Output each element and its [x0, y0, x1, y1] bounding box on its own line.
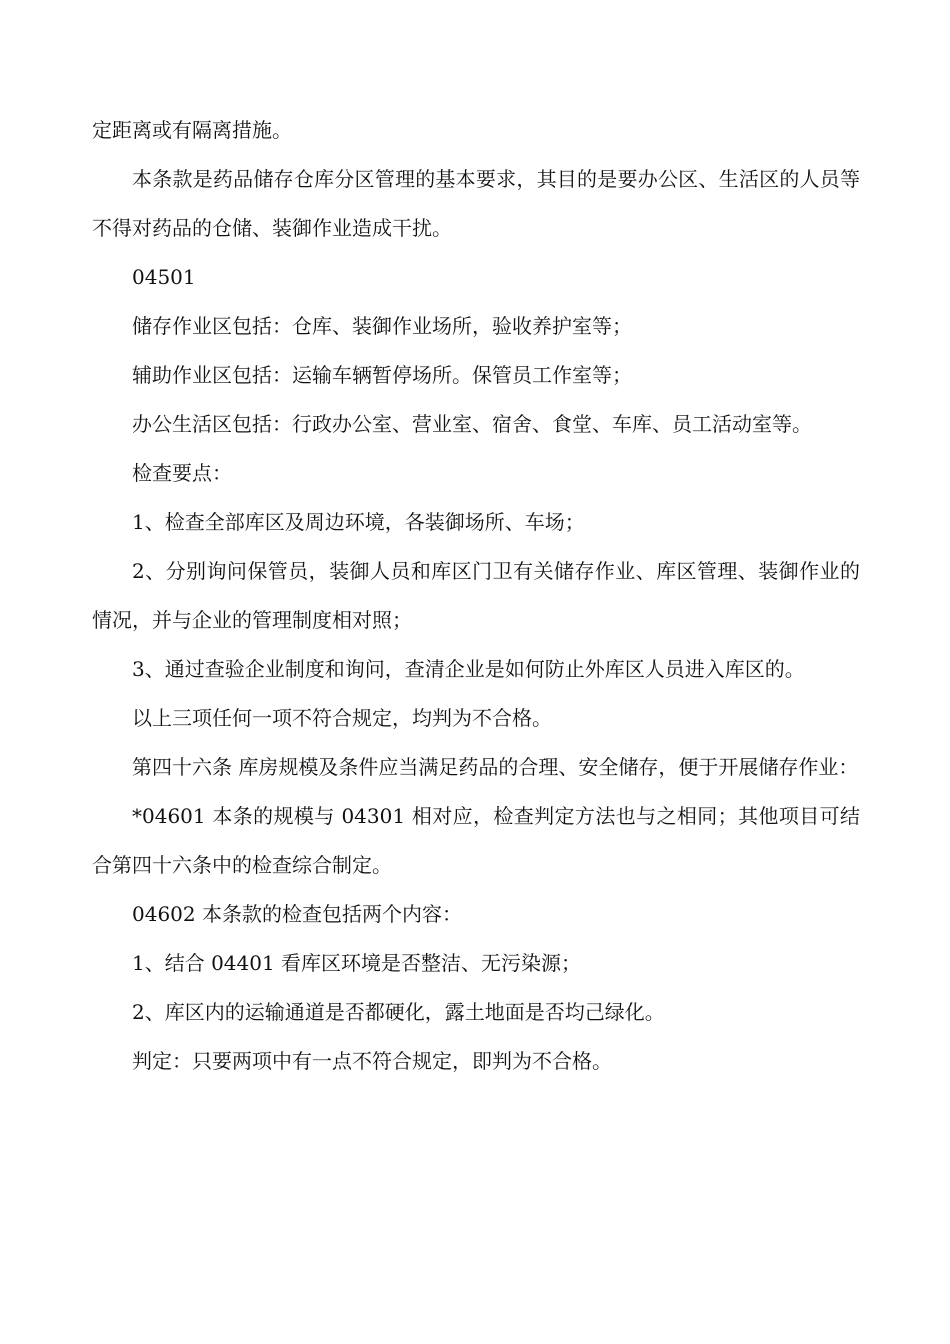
judgement-04501: 以上三项任何一项不符合规定，均判为不合格。 — [132, 706, 552, 730]
clause-04602-item-1: 1、结合 04401 看库区环境是否整洁、无污染源； — [132, 951, 582, 975]
inspection-point-1: 1、检查全部库区及周边环境，各装御场所、车场； — [132, 510, 585, 534]
paragraph-zoning-purpose: 本条款是药品储存仓库分区管理的基本要求，其目的是要办公区、生活区的人员等不得对药品的仓储、装御作业造成干扰。 — [92, 167, 860, 240]
inspection-points-heading: 检查要点： — [132, 461, 232, 485]
paragraph-auxiliary-area: 辅助作业区包括：运输车辆暂停场所。保管员工作室等； — [132, 363, 632, 387]
judgement-04602: 判定：只要两项中有一点不符合规定，即判为不合格。 — [132, 1049, 612, 1073]
inspection-point-3: 3、通过查验企业制度和询问，查清企业是如何防止外库区人员进入库区的。 — [132, 657, 805, 681]
clause-code-04501: 04501 — [132, 265, 196, 289]
clause-04602-item-2: 2、库区内的运输通道是否都硬化，露土地面是否均己绿化。 — [132, 1000, 665, 1024]
article-46: 第四十六条 库房规模及条件应当满足药品的合理、安全储存，便于开展储存作业： — [132, 755, 859, 779]
paragraph-storage-area: 储存作业区包括：仓库、装御作业场所，验收养护室等； — [132, 314, 632, 338]
paragraph-office-living-area: 办公生活区包括：行政办公室、营业室、宿舍、食堂、车库、员工活动室等。 — [132, 412, 812, 436]
clause-04602: 04602 本条款的检查包括两个内容： — [132, 902, 462, 926]
clause-04601: *04601 本条的规模与 04301 相对应，检查判定方法也与之相同；其他项目可结合第四十六条中的检查综合制定。 — [92, 804, 860, 877]
paragraph-continuation: 定距离或有隔离措施。 — [92, 118, 292, 142]
inspection-point-2: 2、分别询问保管员，装御人员和库区门卫有关储存作业、库区管理、装御作业的情况，并与企业的管理制度相对照； — [92, 559, 860, 632]
document-page — [92, 106, 860, 1086]
